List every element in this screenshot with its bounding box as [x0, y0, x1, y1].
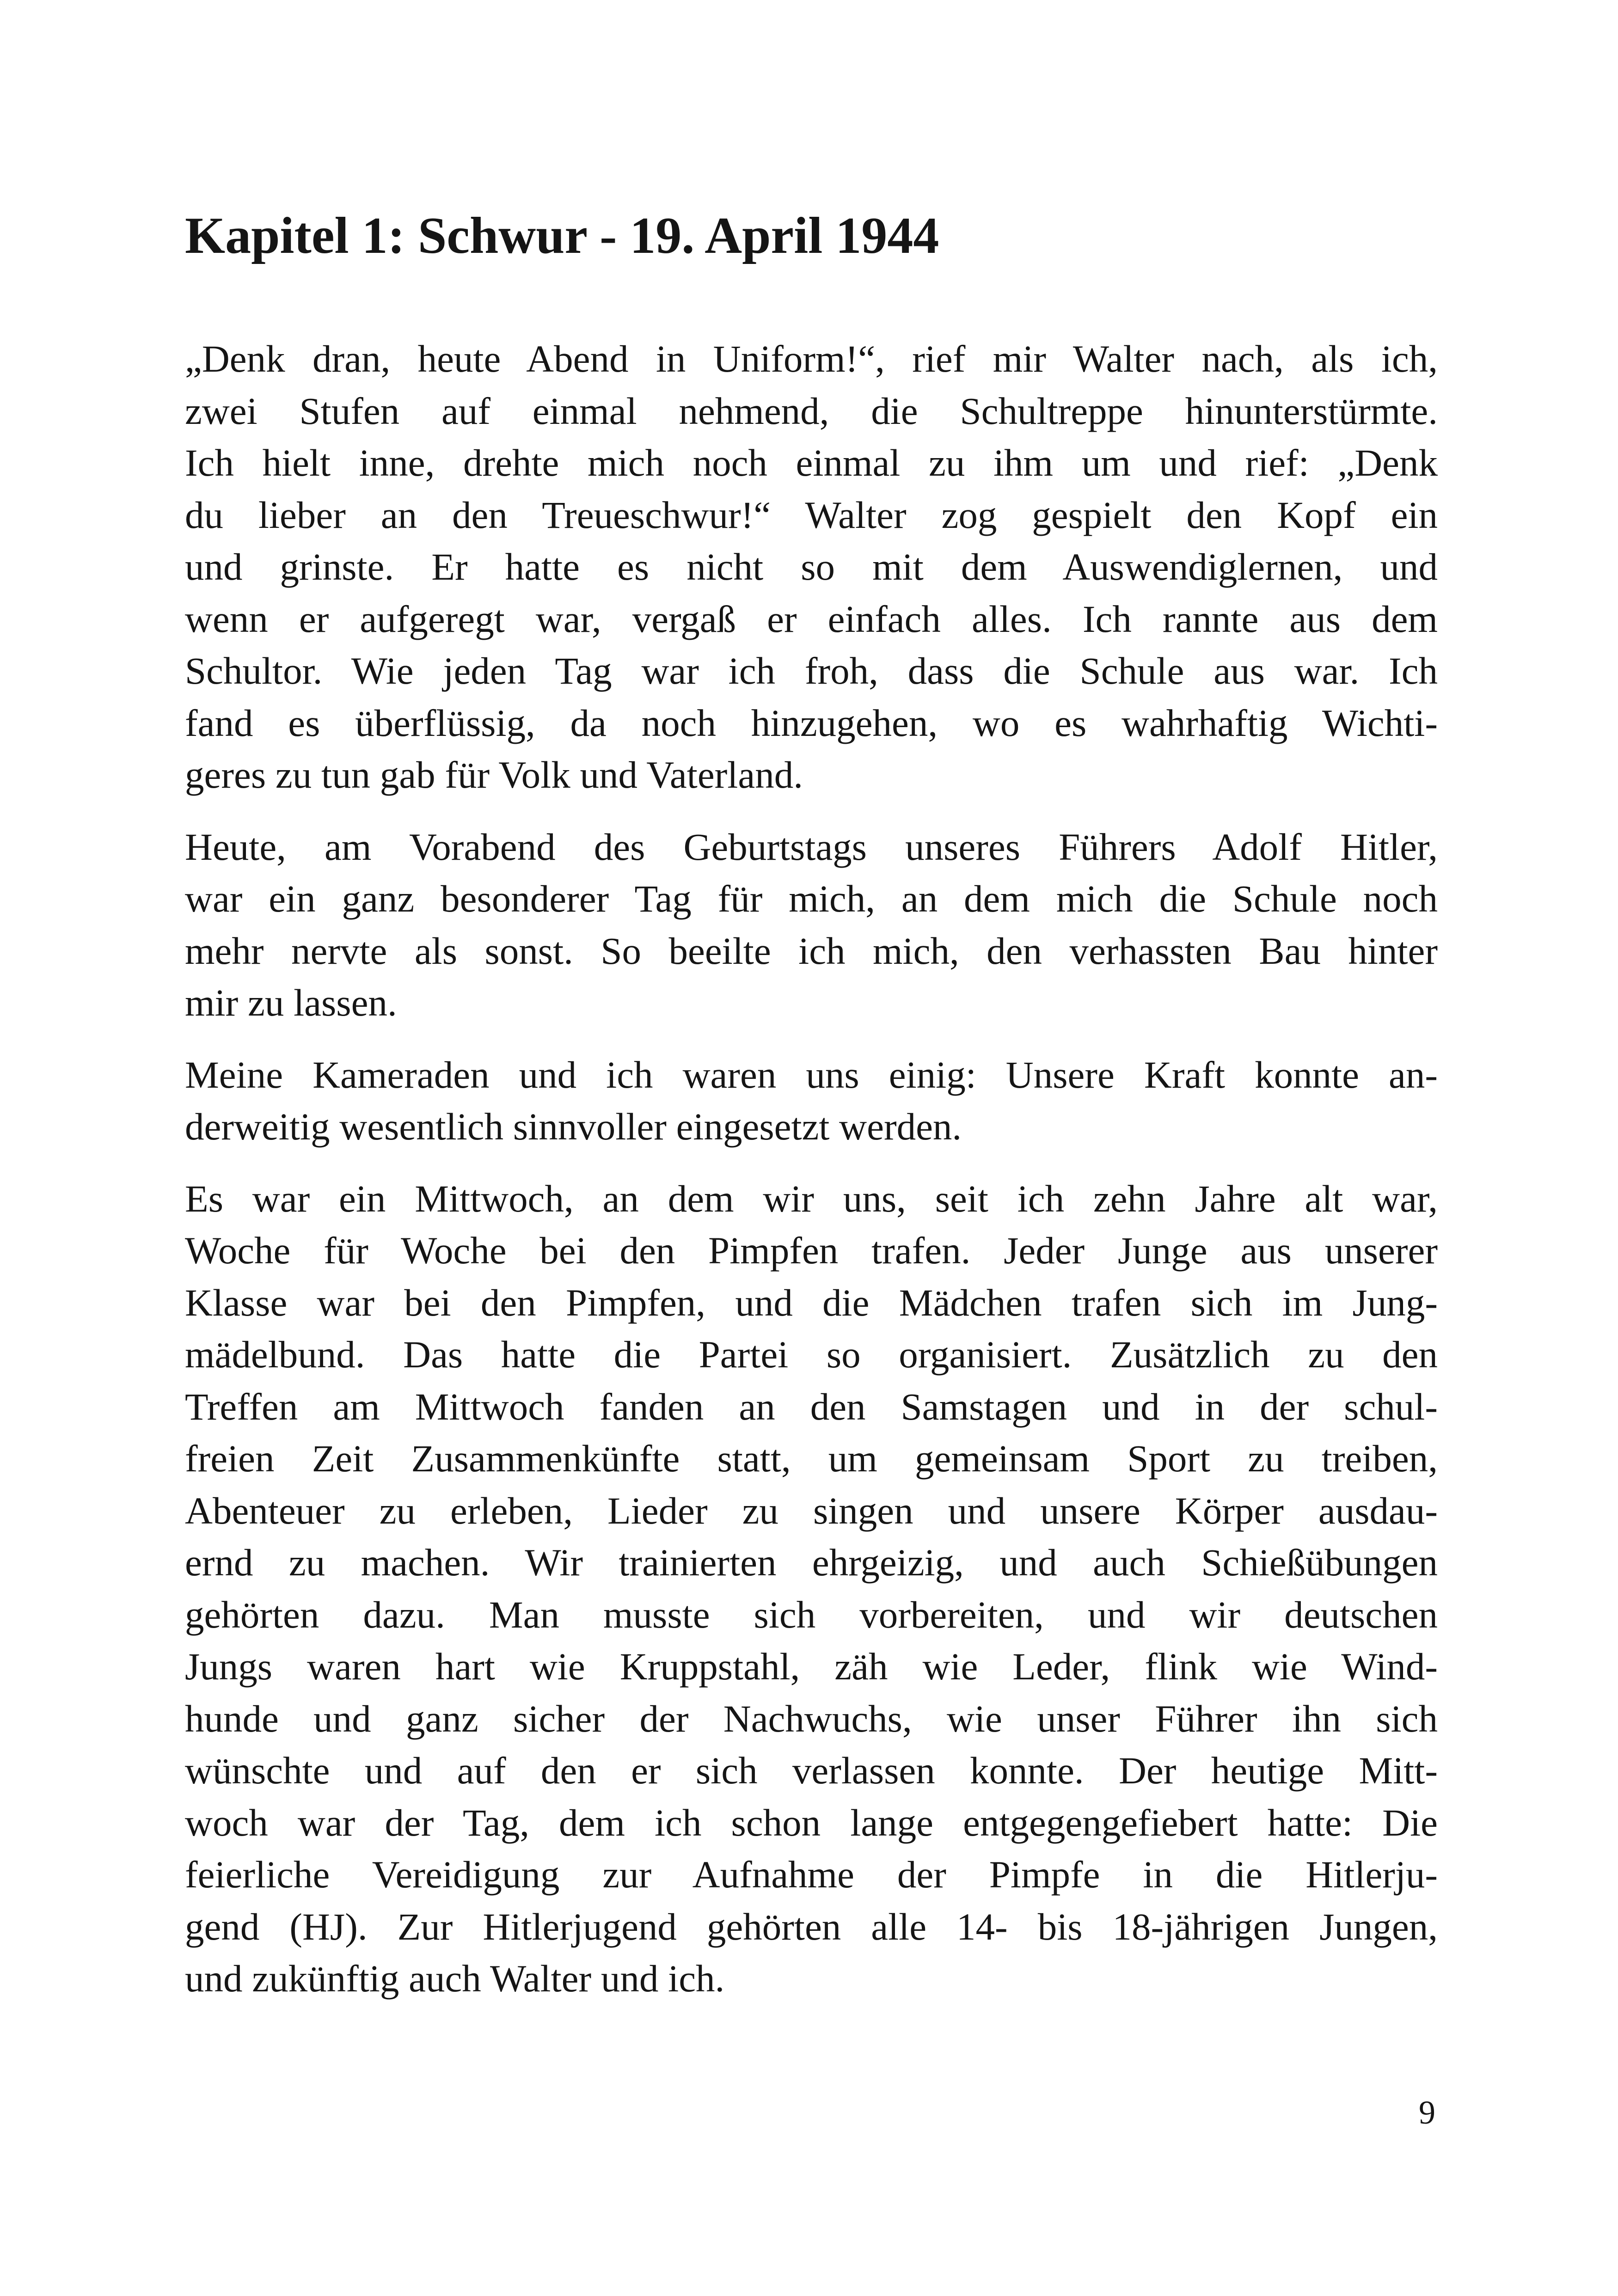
text-line: Heute, am Vorabend des Geburtstags unseres Führers Adolf Hitler, — [185, 825, 1438, 868]
page-number: 9 — [1419, 2094, 1435, 2131]
text-line: geres zu tun gab für Volk und Vaterland. — [185, 753, 803, 796]
text-line: Treffen am Mittwoch fanden an den Samstagen und in der schul- — [185, 1385, 1438, 1428]
text-line: derweitig wesentlich sinnvoller eingesetzt werden. — [185, 1105, 962, 1148]
text-line: Es war ein Mittwoch, an dem wir uns, seit ich zehn Jahre alt war, — [185, 1177, 1438, 1220]
text-line: gehörten dazu. Man musste sich vorbereiten, und wir deutschen — [185, 1593, 1438, 1636]
paragraph — [185, 333, 1438, 801]
paragraph — [185, 1173, 1438, 2005]
text-line: und zukünftig auch Walter und ich. — [185, 1957, 725, 2000]
text-line: gend (HJ). Zur Hitlerjugend gehörten alle 14- bis 18-jährigen Jungen, — [185, 1905, 1438, 1948]
text-line: feierliche Vereidigung zur Aufnahme der Pimpfe in die Hitlerju- — [185, 1853, 1438, 1896]
text-line: fand es überflüssig, da noch hinzugehen, wo es wahrhaftig Wichti- — [185, 701, 1438, 744]
text-line: war ein ganz besonderer Tag für mich, an dem mich die Schule noch — [185, 877, 1438, 920]
text-line: Ich hielt inne, drehte mich noch einmal zu ihm um und rief: „Denk — [185, 441, 1438, 484]
text-line: woch war der Tag, dem ich schon lange entgegengefiebert hatte: Die — [185, 1801, 1438, 1844]
text-line: Klasse war bei den Pimpfen, und die Mädchen trafen sich im Jung- — [185, 1281, 1438, 1324]
chapter-body — [185, 333, 1438, 2025]
text-line: Abenteuer zu erleben, Lieder zu singen und unsere Körper ausdau- — [185, 1489, 1438, 1532]
text-line: Schultor. Wie jeden Tag war ich froh, dass die Schule aus war. Ich — [185, 649, 1438, 692]
text-line: wünschte und auf den er sich verlassen konnte. Der heutige Mitt- — [185, 1749, 1438, 1792]
text-line: Jungs waren hart wie Kruppstahl, zäh wie Leder, flink wie Wind- — [185, 1645, 1438, 1688]
paragraph — [185, 821, 1438, 1029]
text-line: Woche für Woche bei den Pimpfen trafen. Jeder Junge aus unserer — [185, 1229, 1438, 1272]
text-line: „Denk dran, heute Abend in Uniform!“, rief mir Walter nach, als ich, — [185, 337, 1438, 380]
text-line: zwei Stufen auf einmal nehmend, die Schultreppe hinunterstürmte. — [185, 389, 1438, 432]
text-line: mädelbund. Das hatte die Partei so organisiert. Zusätzlich zu den — [185, 1333, 1438, 1376]
chapter-title: Kapitel 1: Schwur - 19. April 1944 — [185, 207, 939, 264]
paragraph — [185, 1049, 1438, 1153]
text-line: Meine Kameraden und ich waren uns einig: Unsere Kraft konnte an- — [185, 1053, 1438, 1096]
text-line: mehr nervte als sonst. So beeilte ich mich, den verhassten Bau hinter — [185, 929, 1438, 972]
text-line: mir zu lassen. — [185, 981, 397, 1024]
text-line: du lieber an den Treueschwur!“ Walter zog gespielt den Kopf ein — [185, 493, 1438, 536]
text-line: freien Zeit Zusammenkünfte statt, um gemeinsam Sport zu treiben, — [185, 1437, 1438, 1480]
text-line: hunde und ganz sicher der Nachwuchs, wie unser Führer ihn sich — [185, 1697, 1438, 1740]
text-line: ernd zu machen. Wir trainierten ehrgeizig, und auch Schießübungen — [185, 1541, 1438, 1584]
text-line: und grinste. Er hatte es nicht so mit dem Auswendiglernen, und — [185, 545, 1438, 588]
text-line: wenn er aufgeregt war, vergaß er einfach alles. Ich rannte aus dem — [185, 597, 1438, 640]
